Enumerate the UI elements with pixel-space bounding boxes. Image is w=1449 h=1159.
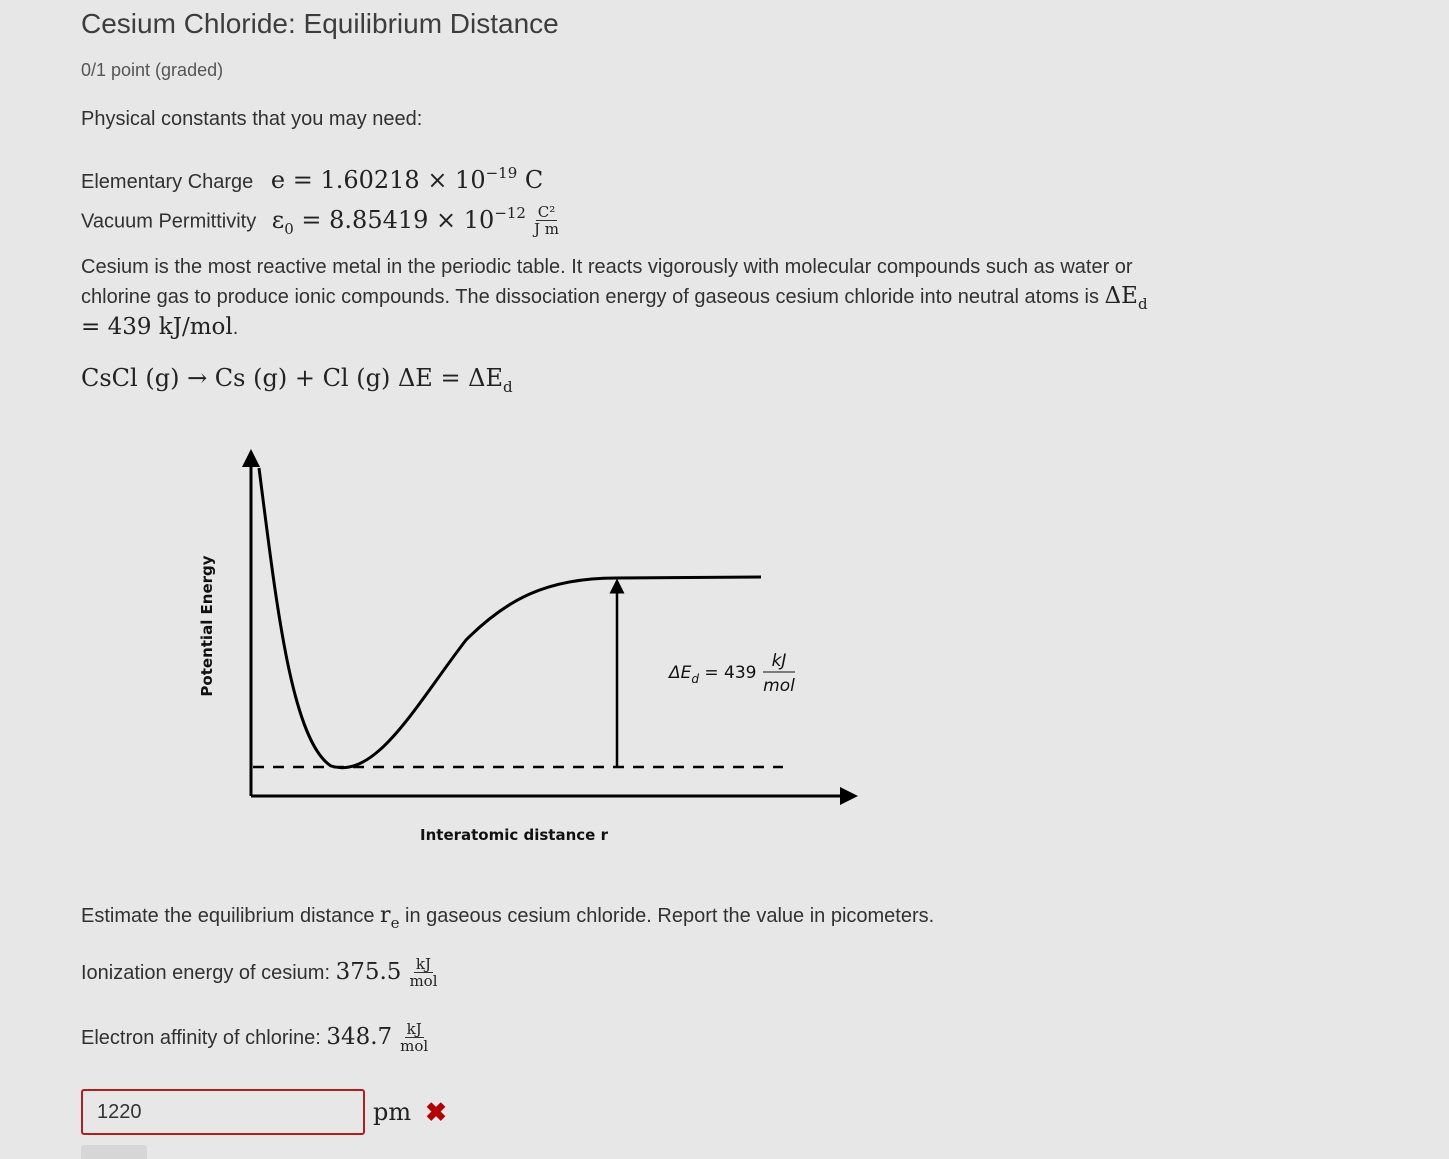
energy-unit-denominator: mol [763,676,795,696]
reaction-equation: CsCl (g) → Cs (g) + Cl (g) $\Delta E = \Delta E_d$ [81,364,513,396]
answer-unit: pm [373,1098,412,1126]
energy-unit-numerator: kJ [771,651,787,671]
answer-input[interactable] [81,1089,365,1135]
permittivity-expression: $\varepsilon_0 = 8.85419 \times 10^{-12}$ $\frac{\text{C²}}{\text{J m}}$ [271,203,559,238]
x-axis-label: Interatomic distance r [420,826,608,844]
potential-energy-diagram [181,440,901,865]
dissociation-energy-label: $\Delta E_d = 439$ [669,663,757,686]
constants-intro: Physical constants that you may need: [81,108,423,130]
description-paragraph: Cesium is the most reactive metal in the periodic table. It reacts vigorously with molecular compounds such as water or chlorine gas to produce ionic compounds. The dissociation energy of gaseous cesium chloride into neutral atoms is $\Delta E_d = 439$ kJ/mol. [81,256,1148,340]
constant-vacuum-permittivity [81,205,561,237]
charge-expression: $e = 1.60218 \times 10^{-19}$ C [270,164,544,194]
charge-label: Elementary Charge [81,171,254,193]
permittivity-label: Vacuum Permittivity [81,210,257,233]
problem-title: Cesium Chloride: Equilibrium Distance [81,8,559,39]
answer-row [81,1089,447,1135]
problem-points: 0/1 point (graded) [81,60,224,80]
constant-elementary-charge [81,166,543,194]
submit-button[interactable] [81,1145,147,1159]
potential-energy-svg [181,440,901,860]
electron-affinity-line: Electron affinity of chlorine: 348.7 $\frac{kJ}{\text{mol}}$ [81,1020,429,1055]
potential-curve [259,468,761,768]
ionization-energy-line: Ionization energy of cesium: 375.5 $\frac{kJ}{\text{mol}}$ [81,955,438,990]
x-mark-icon: ✖ [425,1097,447,1127]
y-axis-label: Potential Energy [198,555,216,697]
question-text: Estimate the equilibrium distance $r_e$ in gaseous cesium chloride. Report the value in picometers. [81,903,935,932]
